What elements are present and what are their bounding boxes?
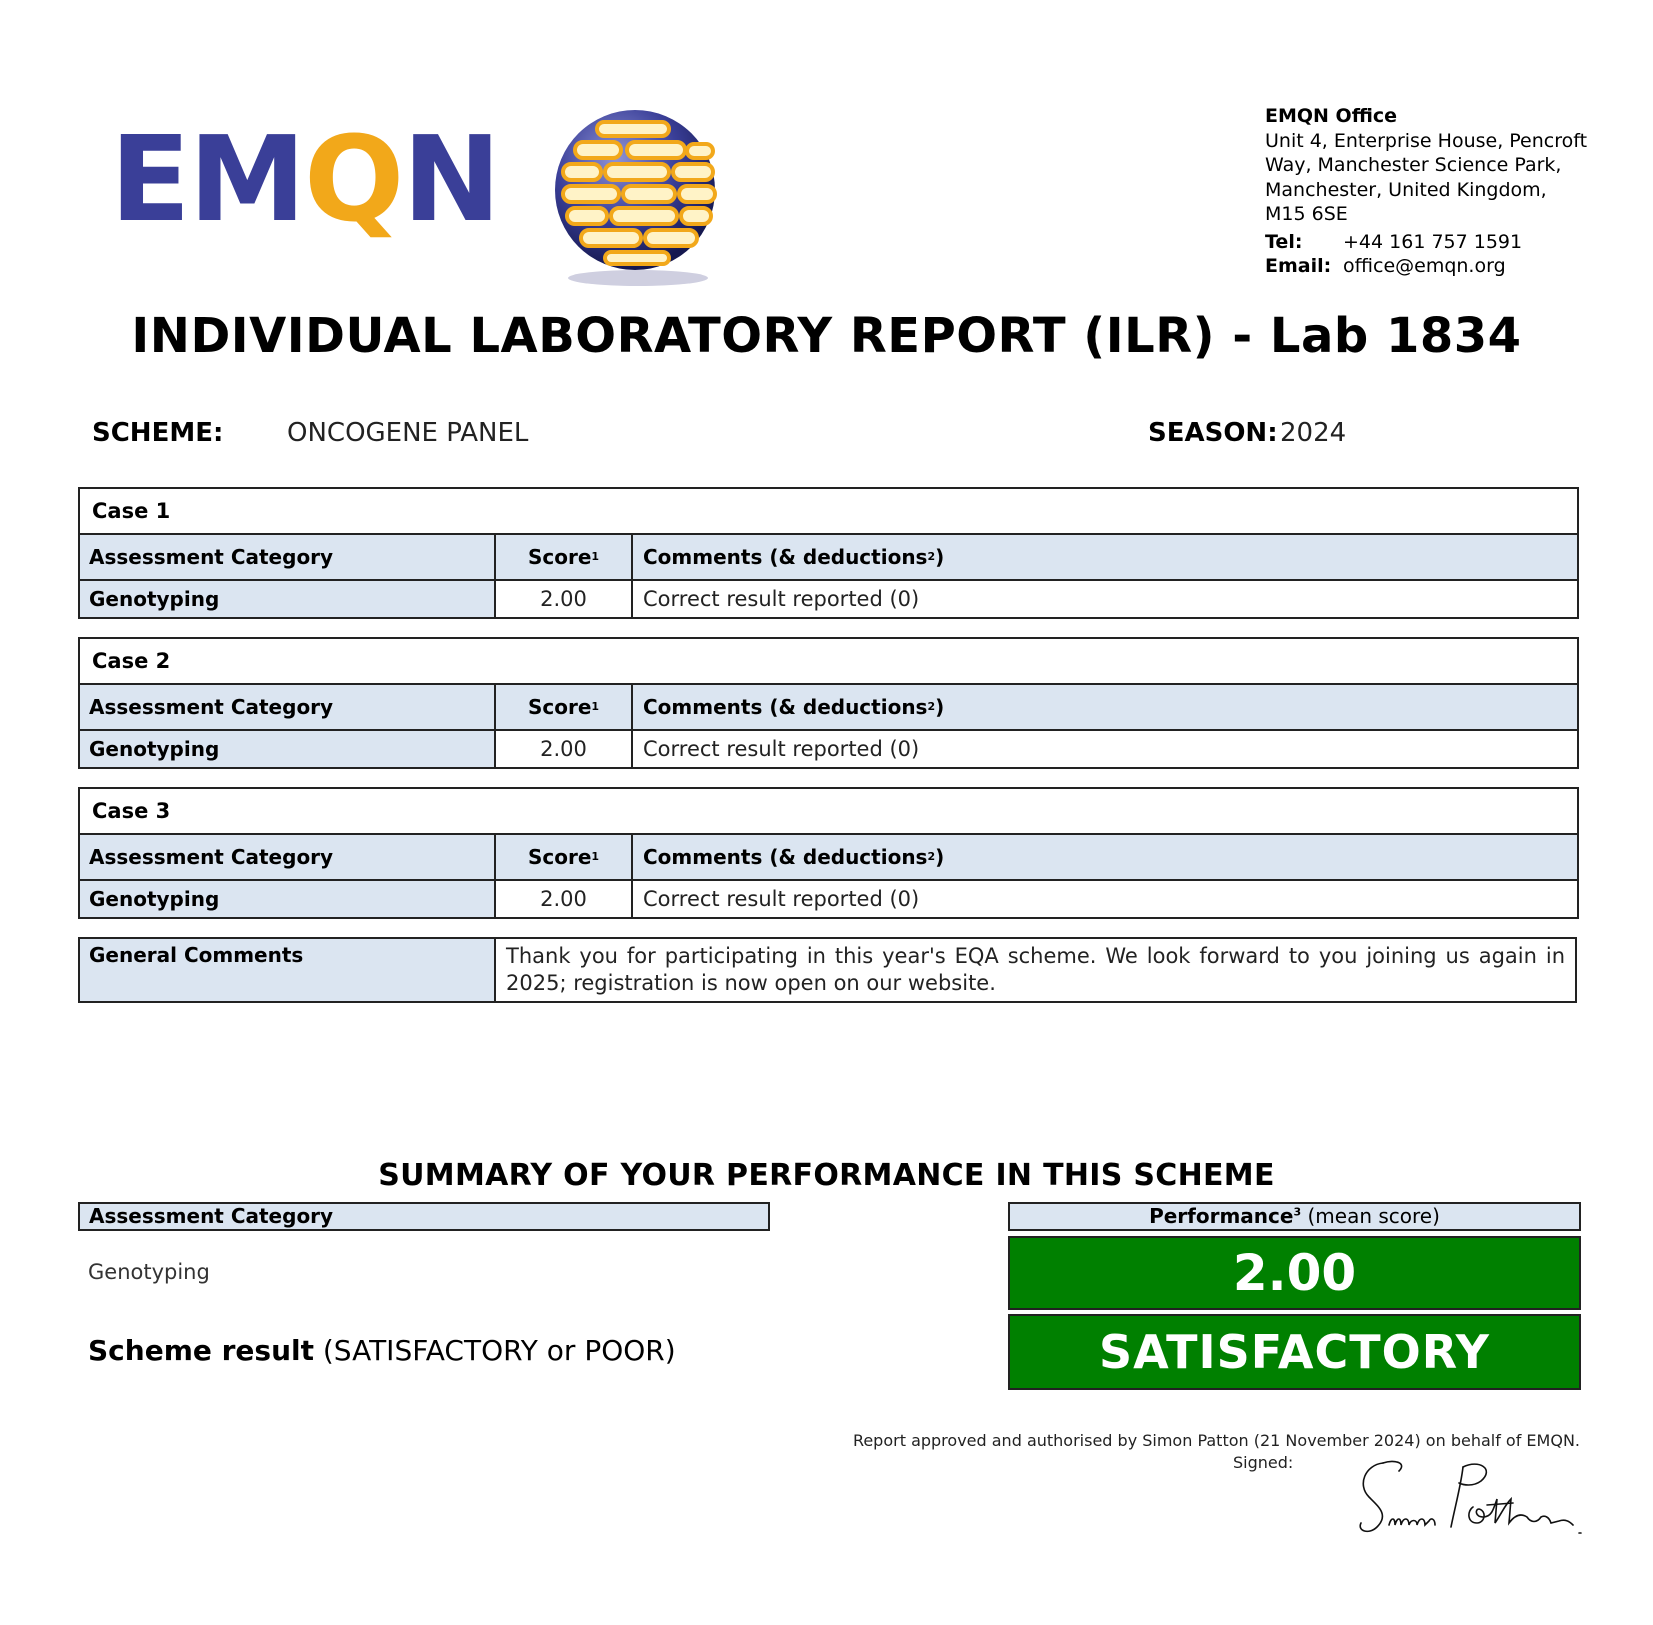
row-comment: Correct result reported (0) xyxy=(643,887,920,911)
header-comments: Comments (& deductions 2 ) xyxy=(643,845,945,869)
row-score: 2.00 xyxy=(496,581,633,617)
season-value: 2024 xyxy=(1280,418,1347,448)
header-score: Score 1 xyxy=(496,835,633,879)
case-table xyxy=(78,787,1579,919)
summary-category-value: Genotyping xyxy=(88,1260,210,1284)
header-score: Score 1 xyxy=(496,685,633,729)
email-row xyxy=(1265,254,1605,279)
tel-value: +44 161 757 1591 xyxy=(1343,230,1523,253)
case-table xyxy=(78,637,1579,769)
table-header-row xyxy=(80,685,1577,731)
general-comments-label: General Comments xyxy=(80,939,496,1001)
case-title: Case 2 xyxy=(80,639,1577,685)
row-comment: Correct result reported (0) xyxy=(643,737,920,761)
row-comment: Correct result reported (0) xyxy=(643,587,920,611)
globe-icon xyxy=(535,100,735,290)
summary-title: SUMMARY OF YOUR PERFORMANCE IN THIS SCHEME xyxy=(378,1158,1275,1193)
table-row xyxy=(80,731,1577,767)
row-score: 2.00 xyxy=(496,731,633,767)
header-category: Assessment Category xyxy=(80,835,496,879)
season-label: SEASON: xyxy=(1148,418,1278,448)
header-score: Score 1 xyxy=(496,535,633,579)
tel-label: Tel: xyxy=(1265,230,1303,253)
summary-performance-header: Performance$^3$ (mean score) xyxy=(1008,1202,1581,1231)
office-address-block xyxy=(1265,104,1605,279)
email-value[interactable]: office@emqn.org xyxy=(1343,255,1506,277)
case-title: Case 3 xyxy=(80,789,1577,835)
table-header-row xyxy=(80,535,1577,581)
table-row xyxy=(80,881,1577,917)
header-category: Assessment Category xyxy=(80,685,496,729)
summary-category-header: Assessment Category xyxy=(78,1202,770,1231)
case-table xyxy=(78,487,1579,619)
scheme-result-badge: SATISFACTORY xyxy=(1008,1314,1581,1390)
signed-label: Signed: xyxy=(1233,1453,1294,1472)
signature-image xyxy=(1355,1455,1585,1540)
table-row xyxy=(80,581,1577,617)
row-category: Genotyping xyxy=(80,581,496,617)
performance-score-badge: 2.00 xyxy=(1008,1236,1581,1310)
header-category: Assessment Category xyxy=(80,535,496,579)
office-name: EMQN Office xyxy=(1265,105,1398,127)
header-comments: Comments (& deductions 2 ) xyxy=(643,545,945,569)
scheme-result-label: Scheme result (SATISFACTORY or POOR) xyxy=(88,1334,676,1367)
emqn-logo xyxy=(110,100,730,290)
row-category: Genotyping xyxy=(80,881,496,917)
tel-row xyxy=(1265,230,1605,255)
row-score: 2.00 xyxy=(496,881,633,917)
report-title: INDIVIDUAL LABORATORY REPORT (ILR) - Lab 1834 xyxy=(131,308,1522,364)
row-category: Genotyping xyxy=(80,731,496,767)
general-comments-table xyxy=(78,937,1577,1003)
general-comments-text: Thank you for participating in this year's EQA scheme. We look forward to you joining us again in 2025; registration is now open on our website. xyxy=(506,944,1565,995)
table-header-row xyxy=(80,835,1577,881)
header-comments: Comments (& deductions 2 ) xyxy=(643,695,945,719)
address-line: Manchester, United Kingdom, xyxy=(1265,178,1547,201)
email-label: Email: xyxy=(1265,255,1332,277)
scheme-label: SCHEME: xyxy=(92,418,224,448)
address-line: Way, Manchester Science Park, xyxy=(1265,154,1562,176)
address-line: Unit 4, Enterprise House, Pencroft xyxy=(1265,129,1588,152)
logo-wordmark: EMQN xyxy=(110,110,500,248)
approval-statement: Report approved and authorised by Simon Patton (21 November 2024) on behalf of EMQN. xyxy=(852,1431,1580,1450)
case-title: Case 1 xyxy=(80,489,1577,535)
address-line: M15 6SE xyxy=(1265,203,1348,225)
scheme-value: ONCOGENE PANEL xyxy=(287,418,529,448)
